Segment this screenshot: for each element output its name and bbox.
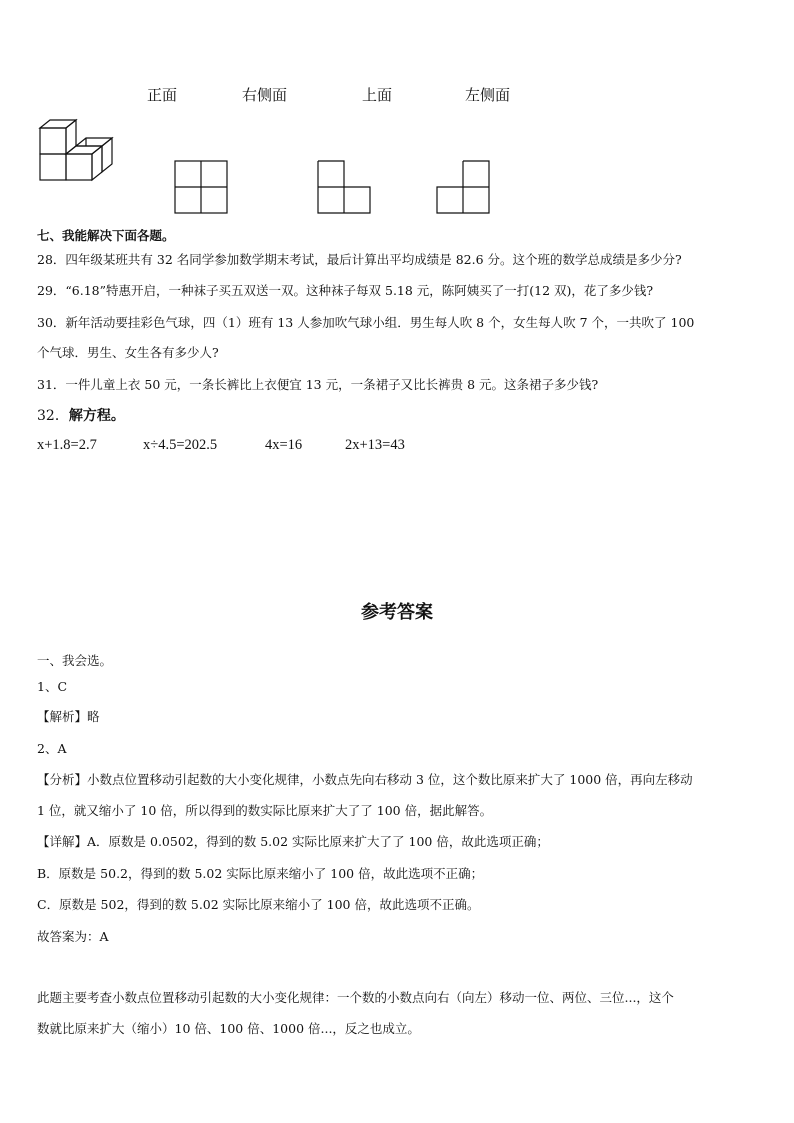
answer-2-detail-c: C．原数是 502，得到的数 5.02 实际比原来缩小了 100 倍，故此选项不正确。 — [37, 897, 480, 912]
question-32-number: 32． — [37, 408, 69, 424]
answer-2-analysis-line2: 1 位，就又缩小了 10 倍，所以得到的数实际比原来扩大了了 100 倍，据此解答。 — [37, 803, 493, 818]
front-view-grid — [174, 160, 228, 214]
question-31: 31．一件儿童上衣 50 元，一条长裤比上衣便宜 13 元，一条裙子又比长裤贵 8 元。这条裙子多少钱? — [37, 377, 599, 392]
answer-2-detail-b: B．原数是 50.2，得到的数 5.02 实际比原来缩小了 100 倍，故此选项不正确； — [37, 866, 484, 881]
view-label-left: 左侧面 — [465, 86, 511, 104]
equation-2: x÷4.5=202.5 — [143, 437, 218, 453]
question-30-line1: 30．新年活动要挂彩色气球，四（1）班有 13 人参加吹气球小组．男生每人吹 8 个，女生每人吹 7 个，一共吹了 100 — [37, 315, 695, 330]
answers-part1-heading: 一、我会选。 — [37, 653, 113, 668]
top-view-shape — [317, 160, 371, 214]
answer-2: 2、A — [37, 741, 67, 756]
answer-2-detail-a: 【详解】A．原数是 0.0502，得到的数 5.02 实际比原来扩大了了 100 倍，故此选项正确； — [37, 834, 549, 849]
equation-1: x+1.8=2.7 — [37, 437, 97, 453]
view-label-right: 右侧面 — [242, 86, 288, 104]
question-32-text: 解方程。 — [68, 408, 125, 424]
answer-1-explanation: 【解析】略 — [37, 709, 100, 724]
view-label-front: 正面 — [147, 86, 178, 104]
view-label-top: 上面 — [362, 86, 393, 104]
question-29: 29．“6.18”特惠开启，一种袜子买五双送一双。这种袜子每双 5.18 元，陈阿姨买了一打(12 双)，花了多少钱? — [37, 283, 654, 298]
section-heading: 七、我能解决下面各题。 — [37, 228, 175, 243]
answers-title: 参考答案 — [361, 602, 433, 623]
answer-2-conclusion: 故答案为：A — [37, 929, 109, 944]
question-30-line2: 个气球．男生、女生各有多少人? — [37, 345, 219, 360]
cube-stack-figure — [38, 118, 120, 182]
equation-3: 4x=16 — [265, 437, 303, 453]
answer-1: 1、C — [37, 679, 68, 694]
question-32 — [37, 405, 125, 425]
equation-4: 2x+13=43 — [345, 437, 405, 453]
question-28: 28．四年级某班共有 32 名同学参加数学期末考试，最后计算出平均成绩是 82.6 分。这个班的数学总成绩是多少分? — [37, 252, 682, 267]
answer-2-summary-line1: 此题主要考查小数点位置移动引起数的大小变化规律：一个数的小数点向右（向左）移动一位、两位、三位...，这个 — [37, 990, 674, 1005]
left-view-shape — [436, 160, 490, 214]
answer-2-analysis-line1: 【分析】小数点位置移动引起数的大小变化规律，小数点先向右移动 3 位，这个数比原来扩大了 1000 倍，再向左移动 — [37, 772, 693, 787]
answer-2-summary-line2: 数就比原来扩大（缩小）10 倍、100 倍、1000 倍...，反之也成立。 — [37, 1021, 420, 1036]
